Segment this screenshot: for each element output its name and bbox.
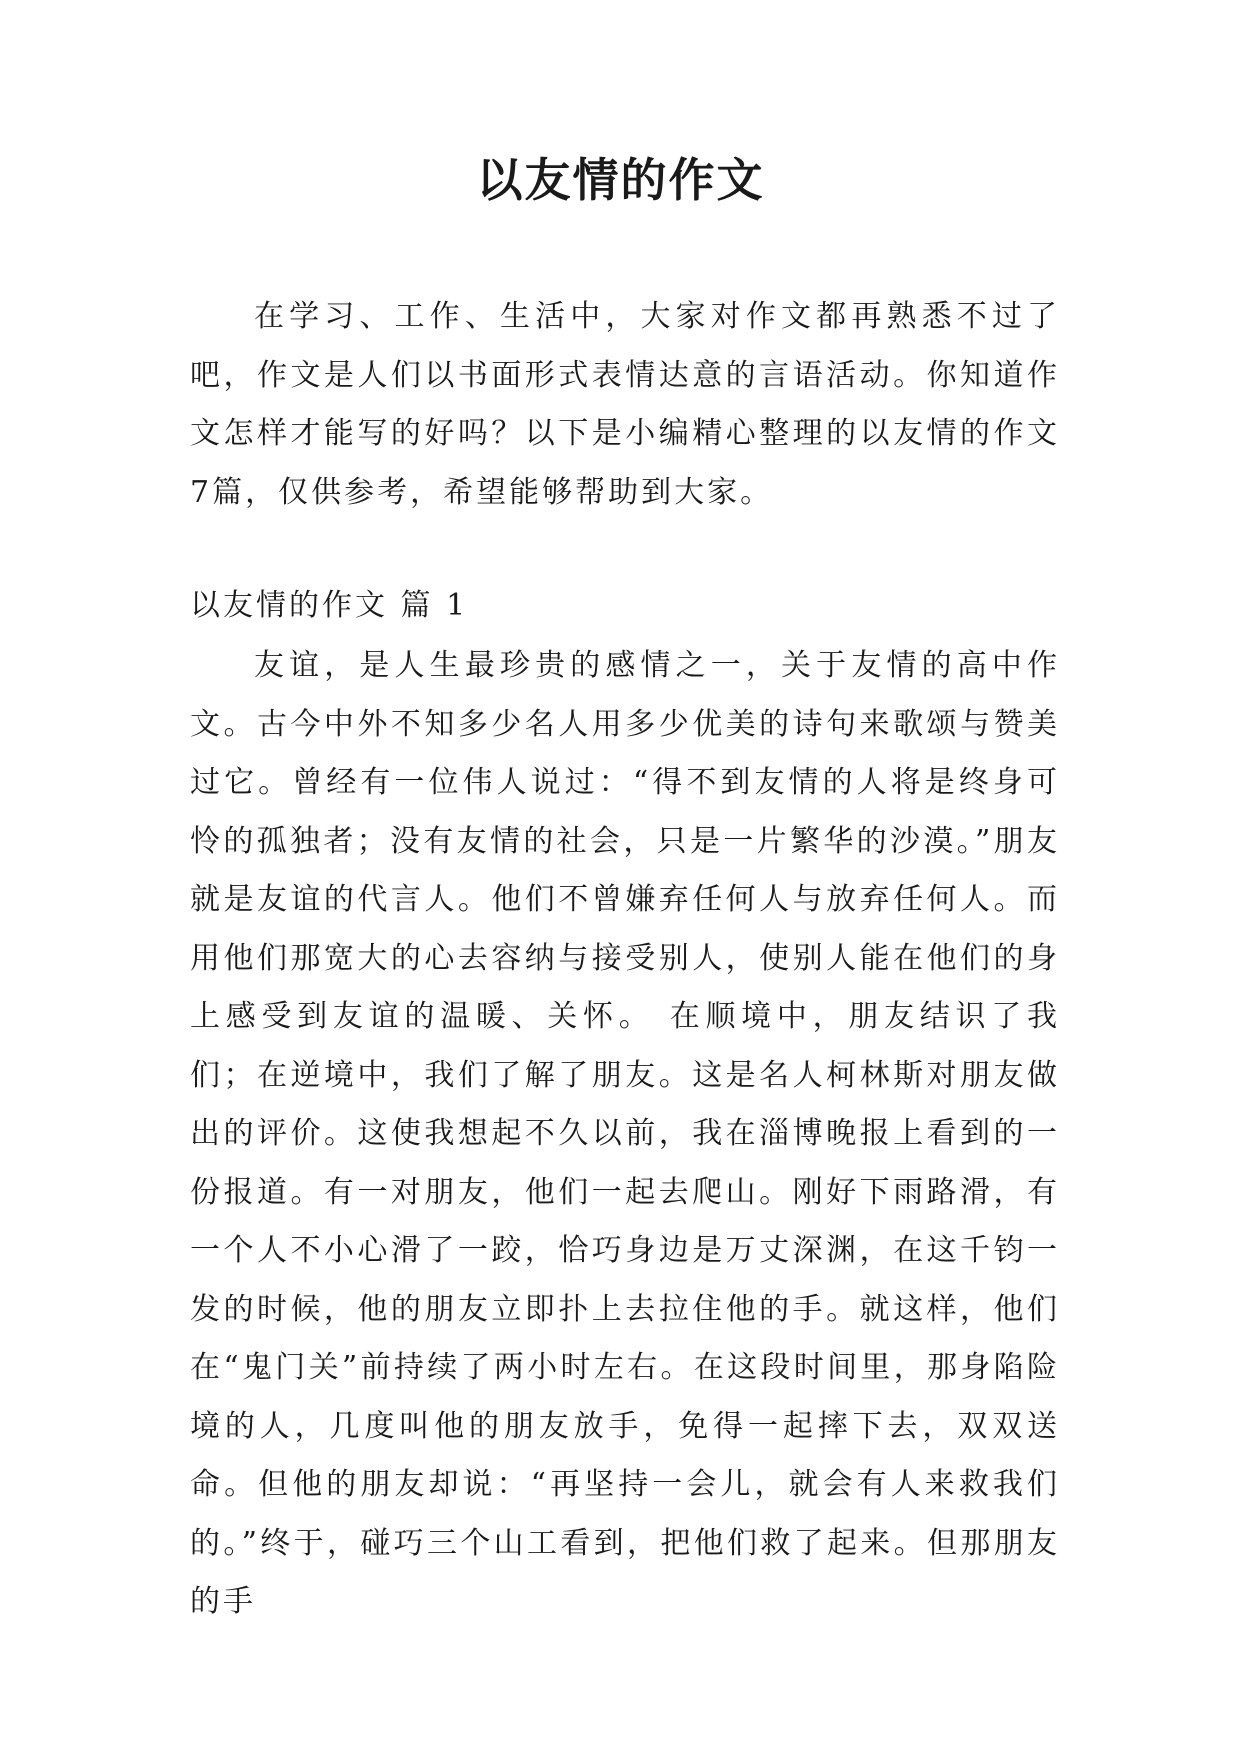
essay-paragraph: 友谊，是人生最珍贵的感情之一，关于友情的高中作文。古今中外不知多少名人用多少优美的诗句来歌颂与赞美过它。曾经有一位伟人说过：“得不到友情的人将是终身可怜的孤独者；没有友情的社会，只是一片繁华的沙漠。”朋友就是友谊的代言人。他们不曾嫌弃任何人与放弃任何人。而用他们那宽大的心去容纳与接受别人，使别人能在他们的身上感受到友谊的温暖、关怀。 在顺境中，朋友结识了我们；在逆境中，我们了解了朋友。这是名人柯林斯对朋友做出的评价。这使我想起不久以前，我在淄博晚报上看到的一份报道。有一对朋友，他们一起去爬山。刚好下雨路滑，有一个人不小心滑了一跤，恰巧身边是万丈深渊，在这千钧一发的时候，他的朋友立即扑上去拉住他的手。就这样，他们在“鬼门关”前持续了两小时左右。在这段时间里，那身陷险境的人，几度叫他的朋友放手，免得一起摔下去，双双送命。但他的朋友却说：“再坚持一会儿，就会有人来救我们的。”终于，碰巧三个山工看到，把他们救了起来。但那朋友的手	[190, 648, 1060, 1619]
document-title: 以友情的作文	[476, 153, 765, 207]
section-heading: 以友情的作文 篇 1	[190, 588, 469, 623]
intro-paragraph-block	[190, 288, 1060, 522]
intro-paragraph: 在学习、工作、生活中，大家对作文都再熟悉不过了吧，作文是人们以书面形式表情达意的言语活动。你知道作文怎样才能写的好吗？以下是小编精心整理的以友情的作文7篇，仅供参考，希望能够帮助到大家。	[190, 299, 1060, 510]
essay-body-block	[190, 637, 1060, 1632]
